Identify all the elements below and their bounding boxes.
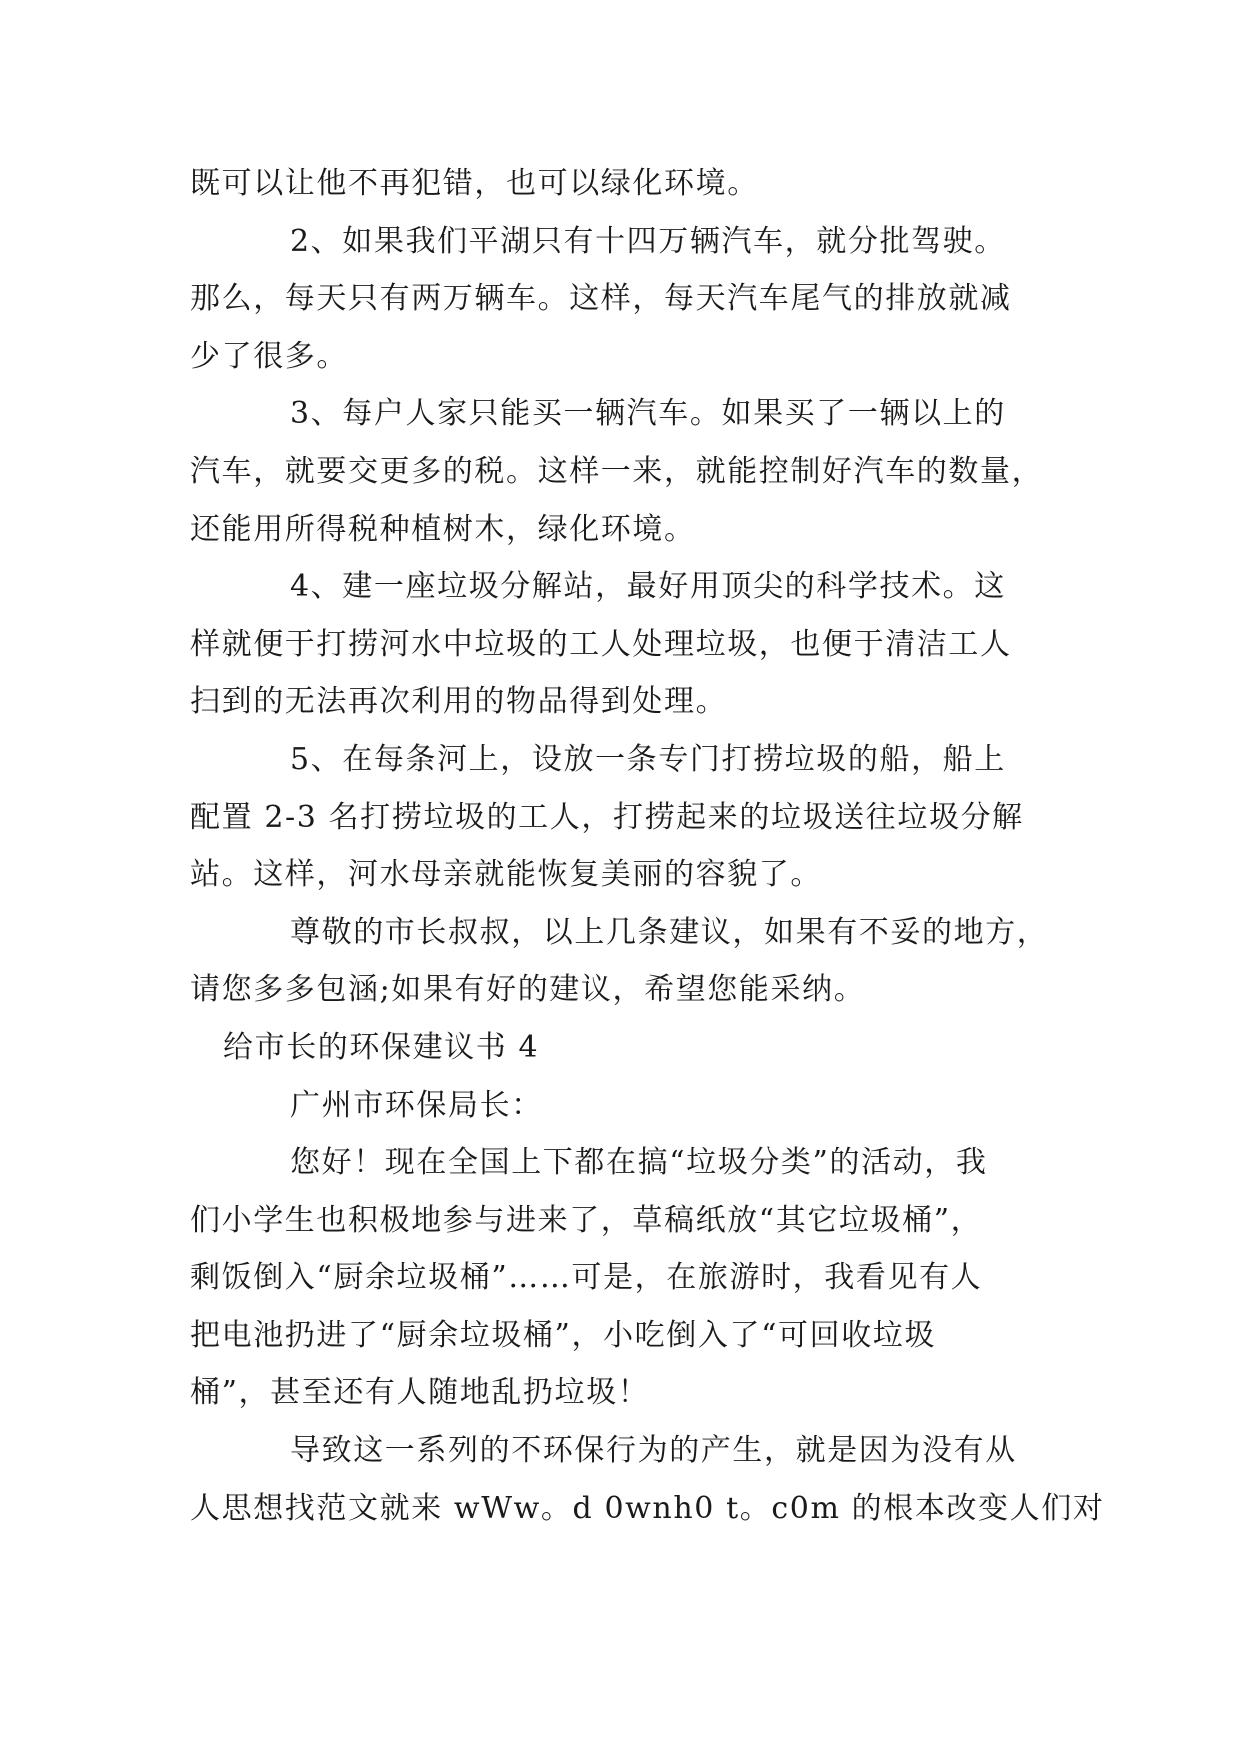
salutation-line: 广州市环保局长：	[290, 1087, 543, 1123]
paragraph-line: 还能用所得税种植树木，绿化环境。	[190, 511, 696, 547]
paragraph-line: 那么，每天只有两万辆车。这样，每天汽车尾气的排放就减	[190, 281, 1012, 317]
paragraph-line: 桶”，甚至还有人随地乱扔垃圾！	[190, 1375, 650, 1411]
paragraph-line: 人思想找范文就来 wWw。d 0wnh0 t。c0m 的根本改变人们对	[190, 1490, 1105, 1526]
paragraph-line: 把电池扔进了“厨余垃圾桶”，小吃倒入了“可回收垃圾	[190, 1317, 937, 1353]
paragraph-line: 扫到的无法再次利用的物品得到处理。	[190, 684, 728, 720]
paragraph-line: 站。这样，河水母亲就能恢复美丽的容貌了。	[190, 857, 822, 893]
paragraph-line: 配置 2-3 名打捞垃圾的工人，打捞起来的垃圾送往垃圾分解	[190, 799, 1024, 835]
paragraph-line: 导致这一系列的不环保行为的产生，就是因为没有从	[290, 1433, 1017, 1469]
paragraph-line: 汽车，就要交更多的税。这样一来，就能控制好汽车的数量，	[190, 453, 1044, 489]
paragraph-line: 4、建一座垃圾分解站，最好用顶尖的科学技术。这	[290, 569, 1006, 605]
paragraph-line: 少了很多。	[190, 338, 348, 374]
paragraph-line: 尊敬的市长叔叔，以上几条建议，如果有不妥的地方，	[290, 914, 1049, 950]
document-body	[190, 155, 1105, 1537]
paragraph-line: 2、如果我们平湖只有十四万辆汽车，就分批驾驶。	[290, 223, 1006, 259]
paragraph-line: 5、在每条河上，设放一条专门打捞垃圾的船，船上	[290, 741, 1006, 777]
paragraph-line: 3、每户人家只能买一辆汽车。如果买了一辆以上的	[290, 396, 1006, 432]
section-title: 给市长的环保建议书 4	[223, 1029, 540, 1065]
paragraph-line: 剩饭倒入“厨余垃圾桶”……可是，在旅游时，我看见有人	[190, 1260, 983, 1296]
paragraph-line: 样就便于打捞河水中垃圾的工人处理垃圾，也便于清洁工人	[190, 626, 1012, 662]
paragraph-line: 您好！现在全国上下都在搞“垃圾分类”的活动，我	[290, 1145, 988, 1181]
paragraph-line: 们小学生也积极地参与进来了，草稿纸放“其它垃圾桶”，	[190, 1202, 983, 1238]
paragraph-line: 请您多多包涵;如果有好的建议，希望您能采纳。	[190, 972, 866, 1008]
paragraph-line: 既可以让他不再犯错，也可以绿化环境。	[190, 166, 759, 201]
